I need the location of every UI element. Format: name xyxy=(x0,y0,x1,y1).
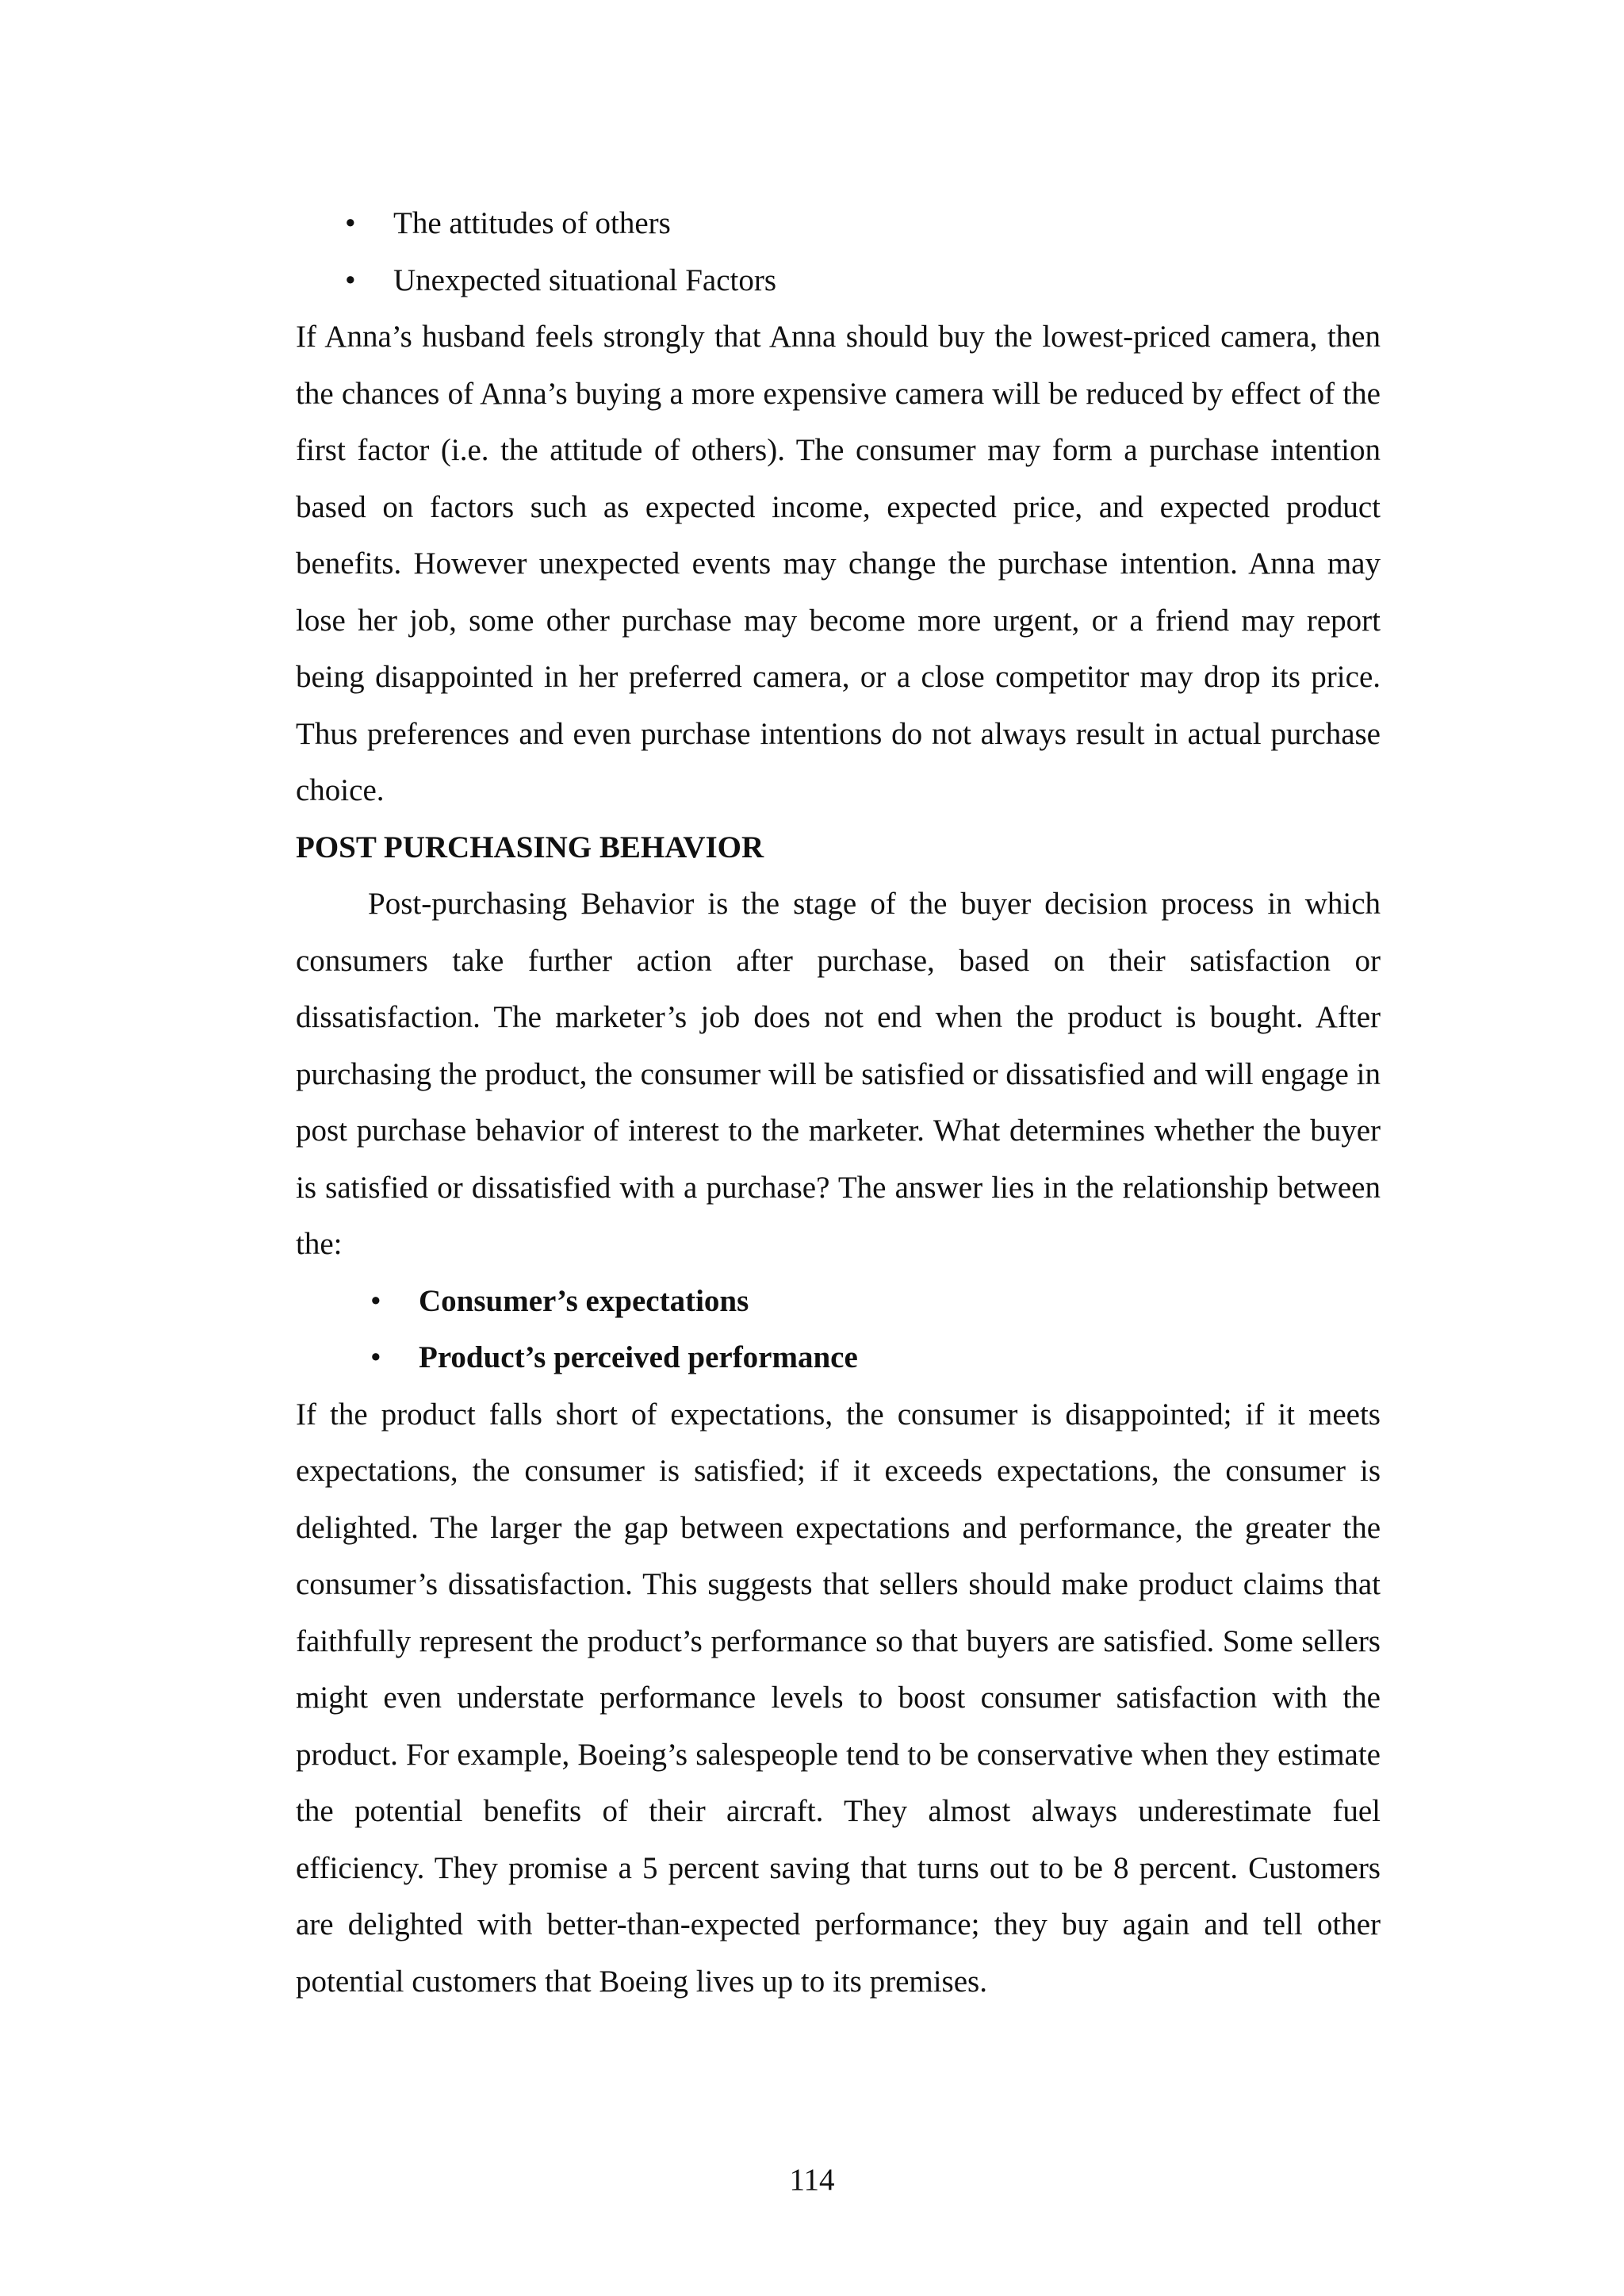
paragraph-expectations-performance: If the product falls short of expectations, the consumer is disappointed; if it meets expectations, the consumer is satisfied; if it exceeds expectations, the consumer is delighted. The larger the gap between expectations and performance, the greater the consumer’s dissatisfaction. This suggests that sellers should make product claims that faithfully represent the product’s performance so that buyers are satisfied. Some sellers might even understate performance levels to boost consumer satisfaction with the product. For example, Boeing’s salespeople tend to be conservative when they estimate the potential benefits of their aircraft. They almost always underestimate fuel efficiency. They promise a 5 percent saving that turns out to be 8 percent. Customers are delighted with better-than-expected performance; they buy again and tell other potential customers that Boeing lives up to its premises. xyxy=(296,1397,1381,1999)
list-item xyxy=(296,1273,1381,1330)
section-heading: POST PURCHASING BEHAVIOR xyxy=(296,830,764,864)
list-item-text: Consumer’s expectations xyxy=(419,1283,749,1318)
list-item-text: Unexpected situational Factors xyxy=(393,263,777,297)
bold-bullet-list xyxy=(296,1273,1381,1386)
list-item xyxy=(296,195,1381,252)
paragraph-attitudes-of-others: If Anna’s husband feels strongly that Anna should buy the lowest-priced camera, then the chances of Anna’s buying a more expensive camera will be reduced by effect of the first factor (i.e. the attitude of others). The consumer may form a purchase intention based on factors such as expected income, expected price, and expected product benefits. However unexpected events may change the purchase intention. Anna may lose her job, some other purchase may become more urgent, or a friend may report being disappointed in her preferred camera, or a close competitor may drop its price. Thus preferences and even purchase intentions do not always result in actual purchase choice. xyxy=(296,320,1381,807)
top-bullet-list xyxy=(296,195,1381,309)
page-number: 114 xyxy=(789,2163,835,2197)
list-item-text: The attitudes of others xyxy=(393,206,671,240)
page-content xyxy=(296,195,1381,2010)
list-item xyxy=(296,1329,1381,1386)
list-item xyxy=(296,252,1381,309)
paragraph-post-purchasing-behavior: Post-purchasing Behavior is the stage of the buyer decision process in which consumers take further action after purchase, based on their satisfaction or dissatisfaction. The marketer’s job does not end when the product is bought. After purchasing the product, the consumer will be satisfied or dissatisfied and will engage in post purchase behavior of interest to the marketer. What determines whether the buyer is satisfied or dissatisfied with a purchase? The answer lies in the relationship between the: xyxy=(296,887,1381,1261)
list-item-text: Product’s perceived performance xyxy=(419,1340,858,1374)
bullet-icon: • xyxy=(370,1340,381,1374)
bullet-icon: • xyxy=(370,1283,381,1318)
bullet-icon: • xyxy=(345,263,356,297)
bullet-icon: • xyxy=(345,206,356,240)
